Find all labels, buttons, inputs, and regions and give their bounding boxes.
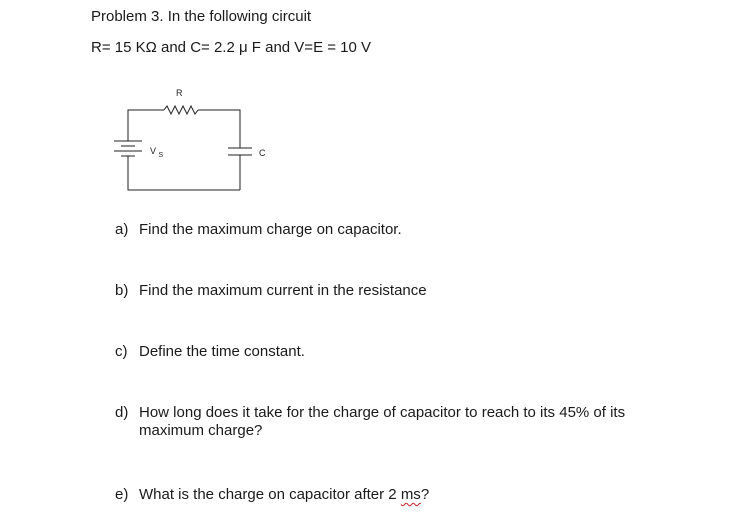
question-text: Define the time constant. [139, 343, 305, 360]
wire-top-right [198, 110, 240, 148]
rc-circuit-diagram [100, 80, 280, 200]
wire-top-left [128, 110, 164, 111]
question-text-before: What is the charge on capacitor after 2 [139, 486, 401, 503]
given-values: R= 15 KΩ and C= 2.2 μ F and V=E = 10 V [91, 39, 372, 56]
question-label: e) [115, 486, 129, 503]
capacitor-label: C [259, 148, 266, 158]
source-label [150, 146, 164, 159]
question-text: Find the maximum current in the resistance [139, 282, 427, 299]
question-label: c) [115, 343, 128, 360]
resistor-label: R [176, 88, 183, 98]
question-text-after: ? [420, 486, 430, 503]
wire-left-lower [128, 156, 240, 190]
resistor-symbol [164, 106, 198, 114]
question-text [139, 486, 679, 504]
question-label: b) [115, 282, 129, 299]
question-label: d) [115, 404, 129, 421]
question-label: a) [115, 221, 129, 238]
problem-title: Problem 3. In the following circuit [91, 8, 312, 25]
source-label-sub: S [158, 152, 164, 159]
question-text: How long does it take for the charge of capacitor to reach to its 45% of its maximum charge? [139, 404, 626, 439]
spellcheck-flagged-word: ms [400, 486, 421, 503]
question-text: Find the maximum charge on capacitor. [139, 221, 402, 238]
source-label-main: V [150, 146, 157, 156]
